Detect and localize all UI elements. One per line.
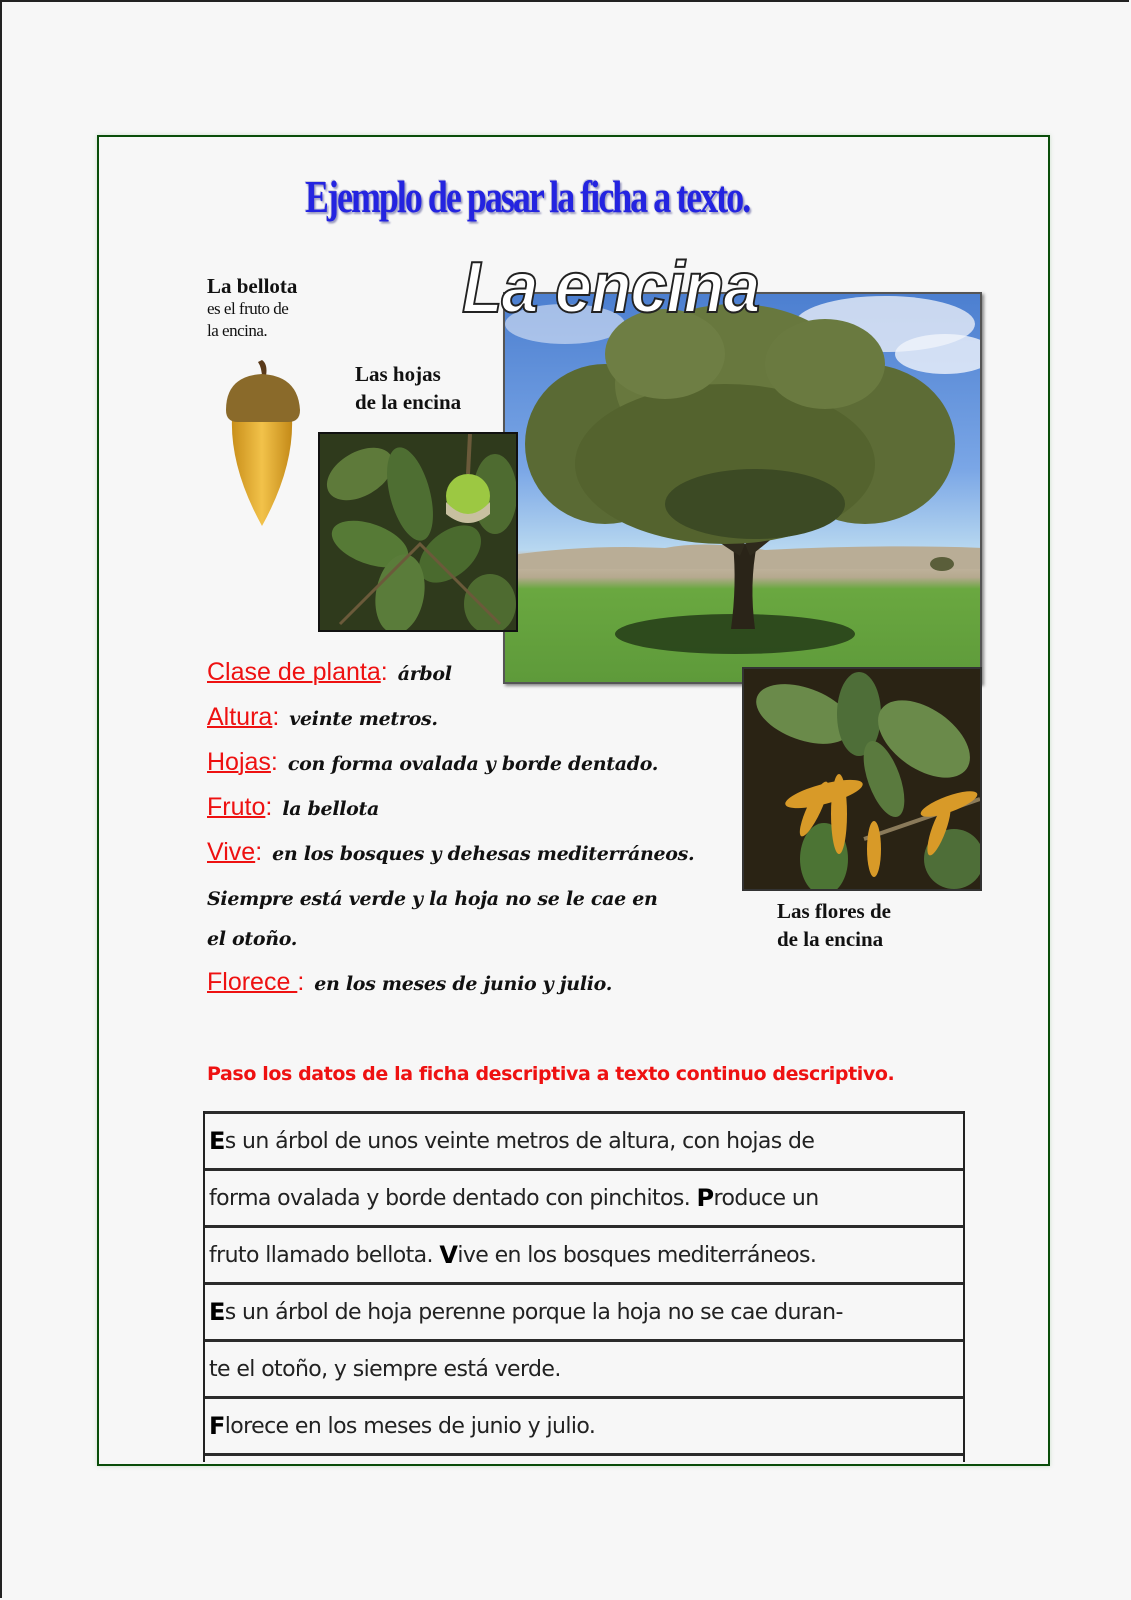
field-value: en los bosques y dehesas mediterráneos.: [272, 843, 695, 865]
leaves-caption-line1: Las hojas: [355, 362, 441, 386]
leaves-photo: [318, 432, 518, 632]
field-label: Vive: [207, 838, 256, 866]
line-initial: V: [439, 1241, 458, 1269]
field-value: veinte metros.: [289, 708, 438, 730]
line-initial: F: [209, 1412, 225, 1440]
field-label: Florece: [207, 968, 298, 996]
line-initial: E: [209, 1127, 225, 1155]
line-text: forma ovalada y borde dentado con pinchitos.: [209, 1185, 697, 1211]
page-title: Ejemplo de pasar la ficha a texto.: [305, 171, 750, 222]
tree-illustration: [505, 294, 982, 684]
acorn-caption: [207, 274, 297, 342]
page-subtitle: La encina: [462, 248, 760, 328]
vive-continuation-line2: el otoño.: [207, 928, 298, 950]
field-florece: [207, 968, 612, 997]
text-line: [205, 1396, 963, 1453]
text-line: [205, 1168, 963, 1225]
acorn-caption-line3: la encina.: [207, 321, 268, 340]
field-clase-de-planta: [207, 658, 452, 687]
field-value: árbol: [397, 663, 452, 685]
field-value: la bellota: [282, 798, 380, 820]
line-text: lorece en los meses de junio y julio.: [224, 1413, 596, 1439]
text-line: [205, 1111, 963, 1168]
flowers-caption-line2: de la encina: [777, 927, 884, 951]
line-text: te el otoño, y siempre está verde.: [209, 1356, 561, 1382]
field-vive: [207, 838, 694, 867]
text-line: [205, 1339, 963, 1396]
field-label: Fruto: [207, 793, 266, 821]
acorn-caption-line2: es el fruto de: [207, 299, 289, 318]
acorn-caption-line1: La bellota: [207, 274, 298, 298]
field-fruto: [207, 793, 379, 822]
line-text: roduce un: [713, 1185, 819, 1211]
field-value: en los meses de junio y julio.: [314, 973, 613, 995]
field-value: con forma ovalada y borde dentado.: [287, 753, 659, 775]
vive-continuation-line1: Siempre está verde y la hoja no se le cae en: [207, 888, 658, 910]
field-colon: :: [265, 793, 273, 821]
text-line: [205, 1225, 963, 1282]
section-heading: Paso los datos de la ficha descriptiva a texto continuo descriptivo.: [207, 1063, 895, 1085]
line-text: ive en los bosques mediterráneos.: [457, 1242, 817, 1268]
leaves-illustration: [320, 434, 516, 630]
leaves-caption-line2: de la encina: [355, 390, 462, 414]
flowers-caption: [777, 897, 891, 953]
lined-text-table: [203, 1111, 965, 1462]
line-initial: P: [696, 1184, 714, 1212]
leaves-caption: [355, 360, 461, 416]
line-initial: E: [209, 1298, 225, 1326]
field-label: Hojas: [207, 748, 271, 776]
field-hojas: [207, 748, 658, 777]
field-colon: :: [272, 703, 280, 731]
acorn-icon: [222, 358, 304, 530]
field-label: Altura: [207, 703, 273, 731]
field-altura: [207, 703, 438, 732]
field-colon: :: [297, 968, 305, 996]
field-colon: :: [380, 658, 388, 686]
line-text: s un árbol de hoja perenne porque la hoja no se cae duran-: [224, 1299, 843, 1325]
flowers-caption-line1: Las flores de: [777, 899, 891, 923]
line-text: s un árbol de unos veinte metros de altura, con hojas de: [224, 1128, 815, 1154]
empty-line: [205, 1453, 963, 1462]
flowers-illustration: [744, 669, 980, 889]
field-label: Clase de planta: [207, 658, 381, 686]
field-colon: :: [270, 748, 278, 776]
line-text: fruto llamado bellota.: [209, 1242, 440, 1268]
flowers-photo: [742, 667, 982, 891]
tree-photo: [503, 292, 982, 684]
text-line: [205, 1282, 963, 1339]
field-colon: :: [255, 838, 263, 866]
